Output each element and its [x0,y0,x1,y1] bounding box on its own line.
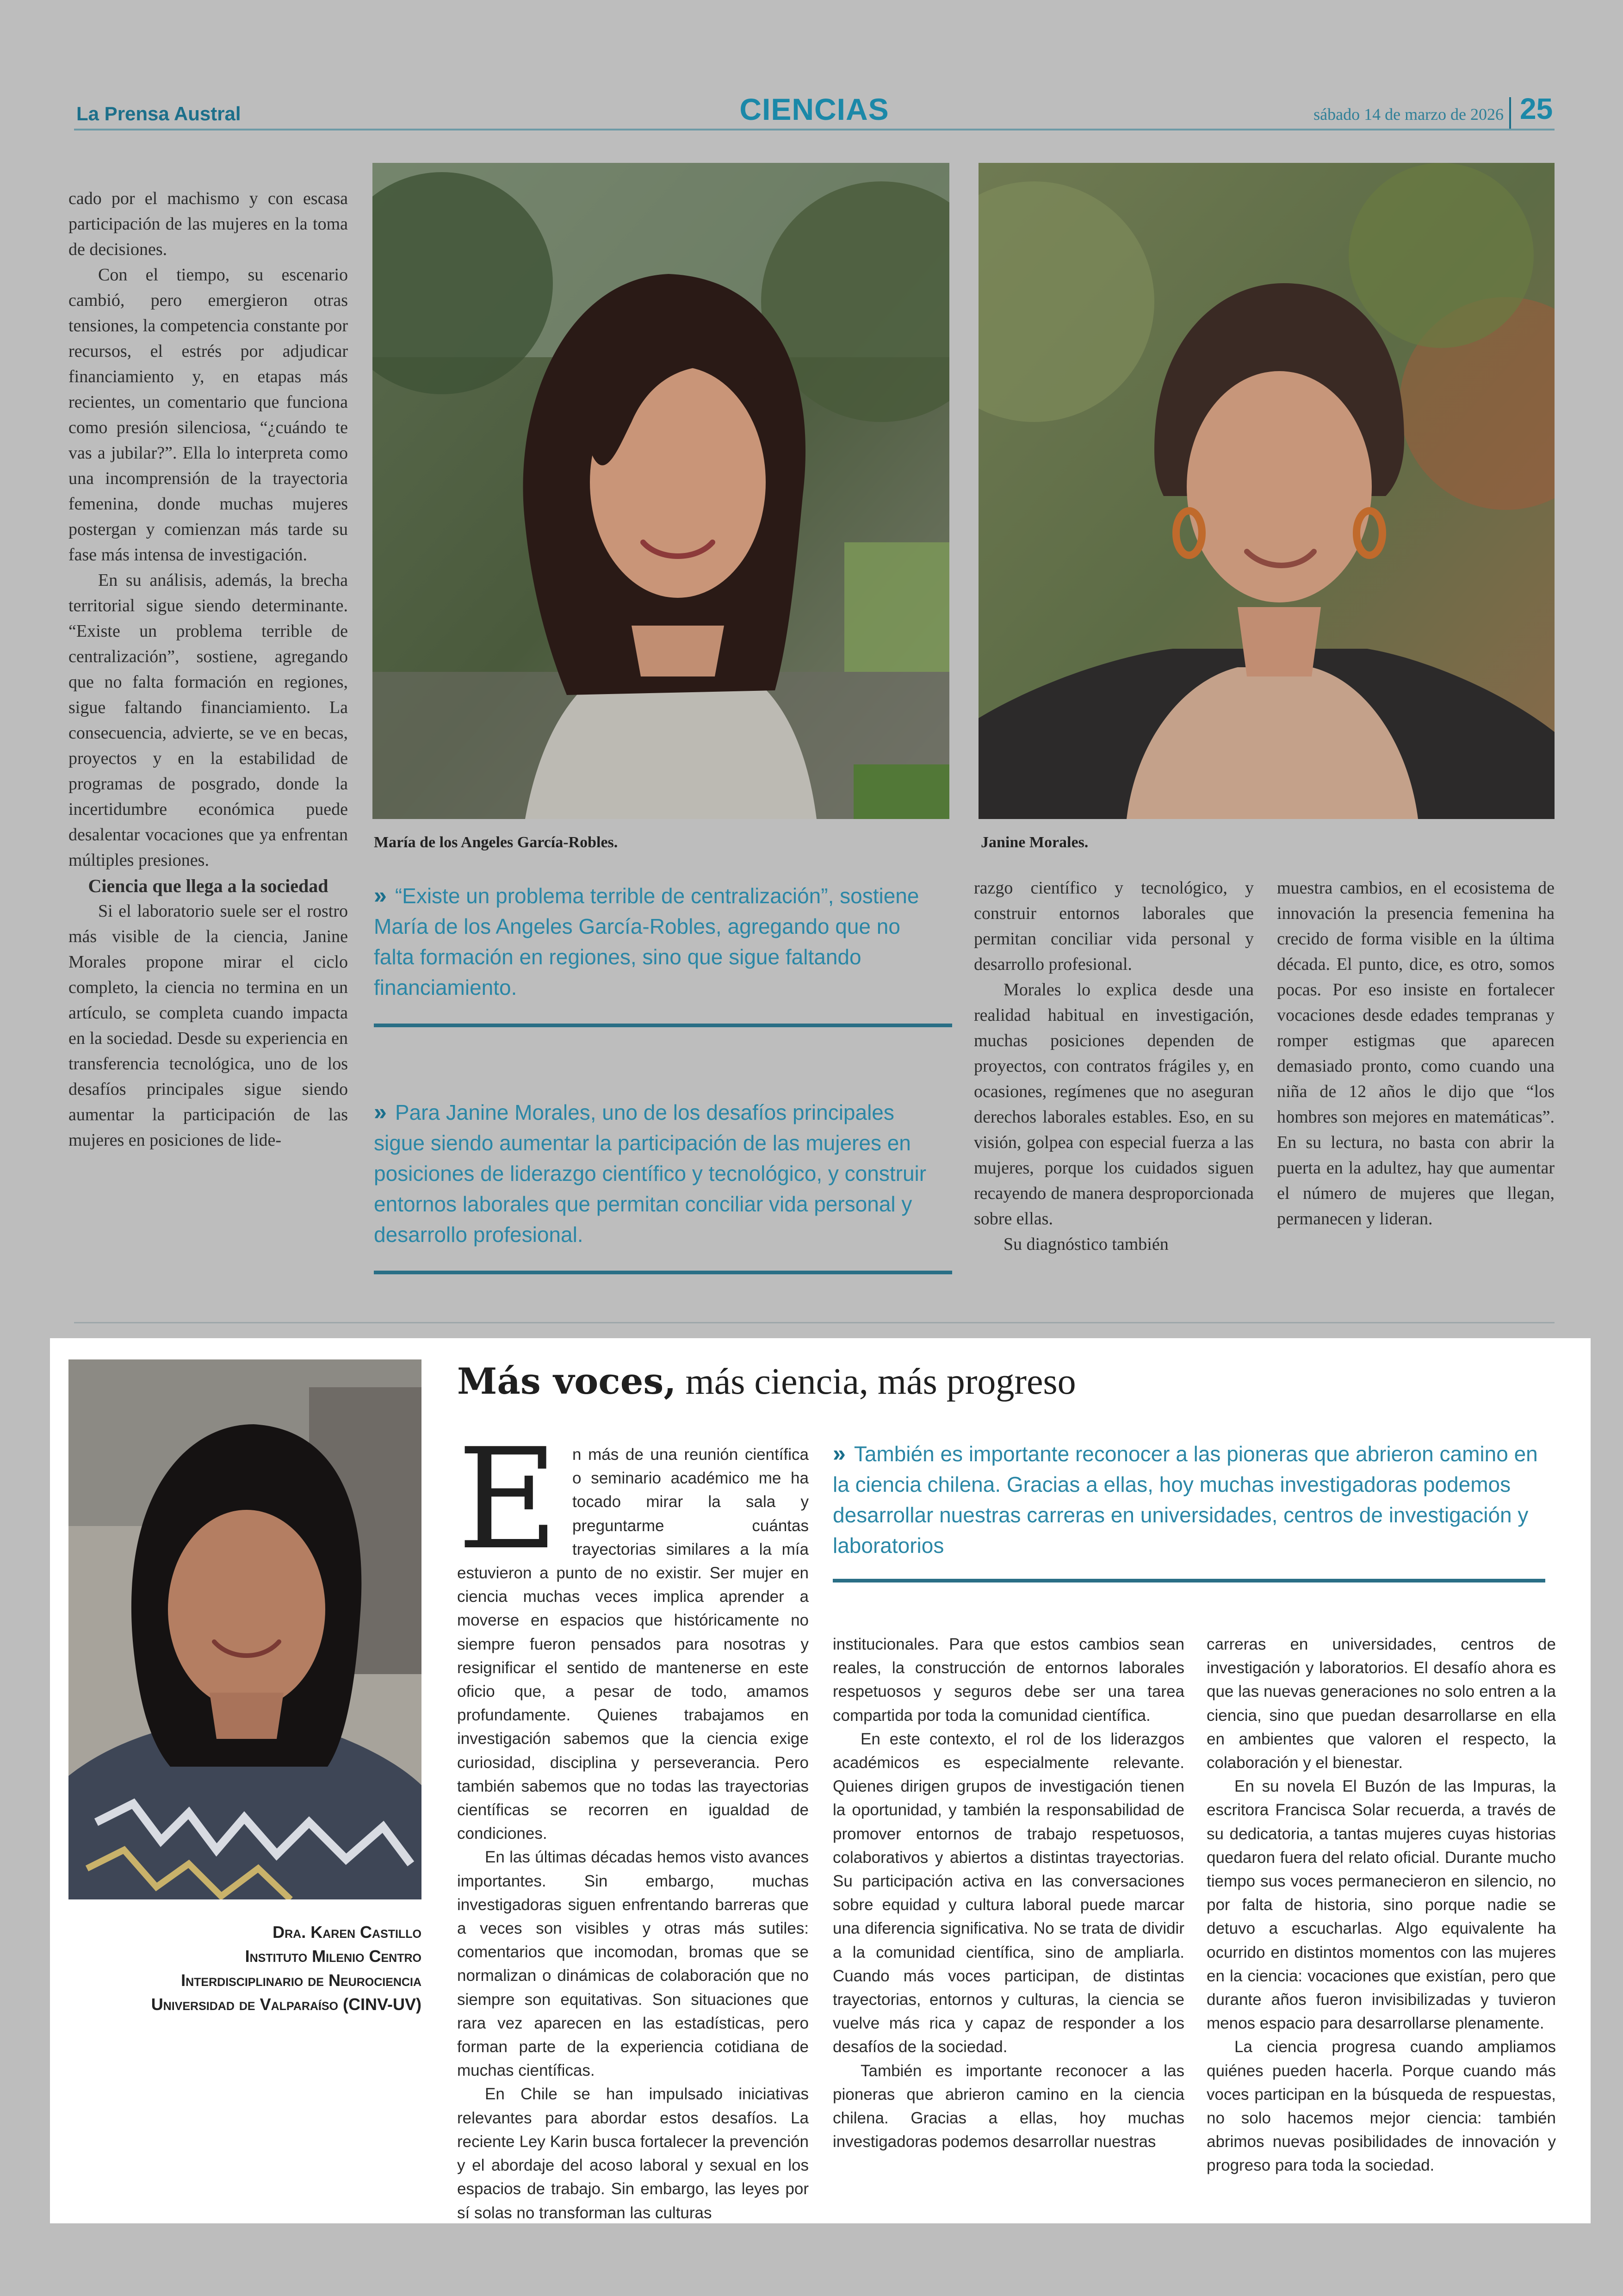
author-affiliation: Instituto Milenio Centro [245,1947,421,1966]
opinion-paragraph-text: n más de una reunión científica o seminario académico me ha tocado mirar la sala y preguntarme cuántas trayectorias similares a la mía estuvieron a punto de no existir. Ser mujer en ciencia muchas veces implica aprender a moverse en espacios que históricamente no siempre fueron pensados para nosotras y resignificar el sentido de mantenerse en este oficio que, a pesar de todo, amamos profundamente. Quienes trabajamos en investigación sabemos que la ciencia exige curiosidad, disciplina y perseverancia. Pero también sabemos que no todas las trayectorias científicas se recorren en igualdad de condiciones. [457,1446,809,1843]
article-column-4 [1277,875,1555,1232]
photo-caption: María de los Angeles García-Robles. [374,834,618,851]
opinion-paragraph: En su novela El Buzón de las Impuras, la escritora Francisca Solar recuerda, a través de su dedicatoria, a tantas mujeres cuyas historias quedaron fuera del relato oficial. Durante mucho tiempo sus voces permanecieron en silencio, no por falta de historia, sino porque nadie se detuvo a escucharlas. Algo equivalente ha ocurrido en distintos momentos con las mujeres en la ciencia: vocaciones que existían, pero que durante años fueron invisibilizadas y tuvieron menos espacio para desarrollarse plenamente. [1207,1777,1556,2033]
header-divider [1509,97,1511,130]
opinion-paragraph: En las últimas décadas hemos visto avances importantes. Sin embargo, muchas investigadoras siguen enfrentando barreras que a veces son visibles y otras más sutiles: comentarios que incomodan, bromas que se normalizan o dinámicas de colaboración que no siempre son equitativas. Son situaciones que rara vez aparecen en las estadísticas, pero forman parte de la experiencia cotidiana de muchas científicas. [457,1848,809,2080]
opinion-paragraph: En Chile se han impulsado iniciativas relevantes para abordar estos desafíos. La reciente Ley Karin busca fortalecer la prevención y el abordaje del acoso laboral y sexual en los espacios de trabajo. Sin embargo, las leyes por sí solas no transforman las culturas [457,2085,809,2222]
opinion-column-3 [1207,1632,1556,2178]
pull-quote [374,1097,943,1250]
opinion-title-bold: Más voces, [457,1360,676,1402]
opinion-paragraph: institucionales. Para que estos cambios sean reales, la construcción de entornos laborales respetuosos y seguros debe ser una tarea compartida por toda la comunidad científica. [833,1635,1184,1725]
opinion-pull-quote [833,1438,1545,1561]
article-paragraph: En su análisis, además, la brecha territorial sigue siendo determinante. “Existe un problema terrible de centralización”, sostiene, agregando que no falta formación en regiones, sigue faltando financiamiento. La consecuencia, advierte, se ve en becas, proyectos y en la estabilidad de programas de posgrado, donde la incertidumbre económica puede desalentar vocaciones que ya enfrentan múltiples presiones. [68,571,348,870]
double-chevron-icon: » [374,1099,387,1125]
pull-quote-text: Para Janine Morales, uno de los desafíos principales sigue siendo aumentar la participación de las mujeres en posiciones de liderazgo científico y tecnológico, y construir entornos laborales que permitan conciliar vida personal y desarrollo profesional. [374,1100,927,1247]
pull-quote-text: “Existe un problema terrible de centralización”, sostiene María de los Angeles García-Robles, agregando que no falta formación en regiones, sino que sigue faltando financiamiento. [374,884,919,999]
opinion-column-1 [457,1419,809,2225]
section-separator [74,1322,1555,1323]
double-chevron-icon: » [833,1440,846,1466]
author-affiliation: Universidad de Valparaíso (CINV-UV) [151,1995,421,2014]
author-signature [68,1920,421,2017]
opinion-paragraph: En este contexto, el rol de los liderazgos académicos es especialmente relevante. Quienes dirigen grupos de investigación tienen la oportunidad, y también la responsabilidad de promover entornos de trabajo respetuosos, colaborativos y abiertos a distintas trayectorias. Su participación activa en las conversaciones sobre equidad y cultura laboral puede marcar una diferencia significativa. No se trata de dividir a la comunidad científica, sino de ampliarla. Cuando más voces participan, de distintas trayectorias, entornos y culturas, la ciencia se vuelve más rica y capaz de responder a los desafíos de la sociedad. [833,1730,1184,2056]
article-paragraph: Su diagnóstico también [1004,1235,1169,1254]
opinion-paragraph: La ciencia progresa cuando ampliamos quiénes pueden hacerla. Porque cuando más voces participan en la búsqueda de respuestas, no solo hacemos mejor ciencia: también abrimos nuevas posibilidades de innovación y progreso para toda la sociedad. [1207,2038,1556,2175]
drop-cap: E [457,1419,558,1580]
pull-quote-rule [374,1271,952,1274]
article-paragraph: Si el laboratorio suele ser el rostro más visible de la ciencia, Janine Morales propone mirar el ciclo completo, la ciencia no termina en un artículo, se completa cuando impacta en la sociedad. Desde su experiencia en transferencia tecnológica, uno de los desafíos principales sigue siendo aumentar la participación de las mujeres en posiciones de lide- [68,901,348,1150]
article-paragraph: razgo científico y tecnológico, y construir entornos laborales que permitan conciliar vida personal y desarrollo profesional. [974,878,1254,974]
opinion-column-2 [833,1632,1184,2153]
pull-quote [374,880,943,1003]
article-subhead: Ciencia que llega a la sociedad [88,875,328,896]
article-paragraph: muestra cambios, en el ecosistema de innovación la presencia femenina ha crecido de forma visible en la última década. El punto, dice, es otro, somos pocas. Por eso insiste en fortalecer vocaciones desde edades tempranas y romper estigmas que aparecen demasiado pronto, como cuando una niña de 12 años le dijo que “los hombres son mejores en matemáticas”. En su lectura, no basta con abrir la puerta en la adultez, hay que aumentar el número de mujeres que llegan, permanecen y lideran. [1277,878,1555,1229]
author-name: Dra. Karen Castillo [273,1923,421,1942]
opinion-title-rest: más ciencia, más progreso [676,1361,1076,1402]
opinion-paragraph: También es importante reconocer a las pioneras que abrieron camino en la ciencia chilena. Gracias a ellas, hoy muchas investigadoras podemos desarrollar nuestras [833,2061,1184,2151]
issue-date: sábado 14 de marzo de 2026 [1313,105,1504,124]
author-affiliation: Interdisciplinario de Neurociencia [181,1971,421,1990]
pull-quote-text: También es importante reconocer a las pioneras que abrieron camino en la ciencia chilena. Gracias a ellas, hoy muchas investigadoras podemos desarrollar nuestras carreras en universidades, centros de investigación y laboratorios [833,1442,1538,1558]
opinion-paragraph: carreras en universidades, centros de investigación y laboratorios. El desafío ahora es que las nuevas generaciones no solo entren a la ciencia, sino que puedan desarrollarse en ella en ambientes que valoren el respecto, la colaboración y el bienestar. [1207,1635,1556,1772]
publication-name: La Prensa Austral [76,103,241,124]
photo-janine-morales [979,163,1555,819]
photo-karen-castillo [68,1359,421,1899]
portrait-illustration [372,163,949,819]
opinion-paragraph [457,1419,809,1845]
portrait-illustration [979,163,1555,819]
article-paragraph: Con el tiempo, su escenario cambió, pero emergieron otras tensiones, la competencia constante por recursos, el estrés por adjudicar financiamiento y, en etapas más recientes, un comentario que funciona como presión silenciosa, “¿cuándo te vas a jubilar?”. Ella lo interpreta como una incomprensión de la trayectoria femenina, donde muchas mujeres postergan y comienzan más tarde su fase más intensa de investigación. [68,265,348,565]
page-number: 25 [1520,92,1553,125]
article-column-3 [974,875,1254,1257]
photo-caption: Janine Morales. [981,834,1089,851]
article-paragraph: Morales lo explica desde una realidad habitual en investigación, muchas posiciones dependen de proyectos, con contratos frágiles y, en ocasiones, regímenes que no aseguran derechos laborales estables. Eso, en su visión, golpea con especial fuerza a las mujeres, porque los cuidados siguen recayendo de manera desproporcionada sobre ellas. [974,980,1254,1229]
pull-quote-rule [374,1024,952,1027]
photo-maria-garcia-robles [372,163,949,819]
pull-quote-rule [833,1579,1545,1582]
section-title: CIENCIAS [739,92,889,126]
opinion-title [457,1360,1076,1403]
article-column-1 [68,186,348,1153]
double-chevron-icon: » [374,882,387,908]
article-paragraph: cado por el machismo y con escasa participación de las mujeres en la toma de decisiones. [68,189,348,259]
header-rule [74,129,1555,130]
portrait-illustration [68,1359,421,1899]
